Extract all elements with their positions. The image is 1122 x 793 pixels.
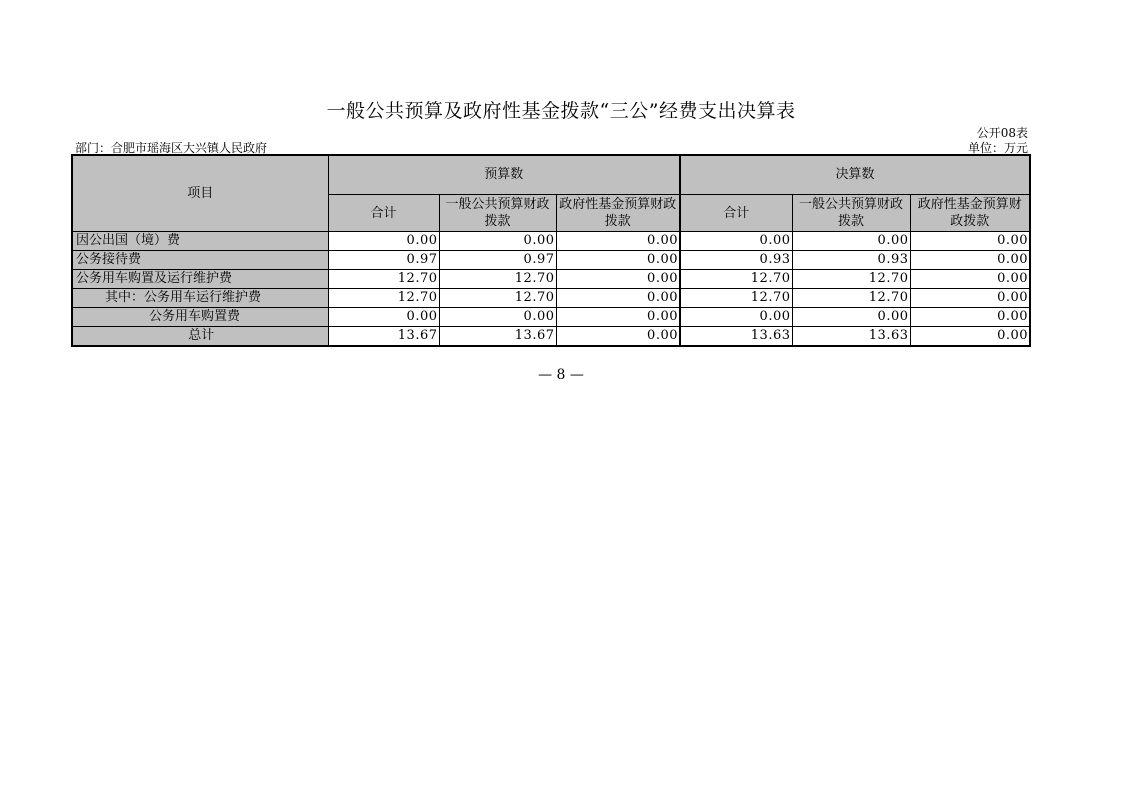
header-actual-general: 一般公共预算财政拨款 bbox=[792, 195, 910, 232]
cell-value: 0.00 bbox=[910, 289, 1030, 308]
cell-value: 0.00 bbox=[328, 232, 439, 251]
cell-value: 12.70 bbox=[680, 289, 792, 308]
table-row bbox=[72, 232, 1030, 251]
cell-value: 0.00 bbox=[910, 270, 1030, 289]
cell-value: 12.70 bbox=[680, 270, 792, 289]
row-label: 公务接待费 bbox=[72, 251, 328, 270]
cell-value: 13.63 bbox=[680, 327, 792, 347]
page-number: — 8 — bbox=[538, 367, 584, 383]
cell-value: 0.00 bbox=[556, 308, 680, 327]
header-actual-group: 决算数 bbox=[680, 155, 1030, 195]
cell-value: 0.93 bbox=[680, 251, 792, 270]
cell-value: 12.70 bbox=[328, 289, 439, 308]
cell-value: 13.67 bbox=[439, 327, 556, 347]
cell-value: 0.00 bbox=[556, 270, 680, 289]
header-actual-total: 合计 bbox=[680, 195, 792, 232]
cell-value: 0.00 bbox=[328, 308, 439, 327]
document-title: 一般公共预算及政府性基金拨款“三公”经费支出决算表 bbox=[326, 100, 796, 122]
header-actual-fund: 政府性基金预算财政拨款 bbox=[910, 195, 1030, 232]
cell-value: 0.00 bbox=[556, 327, 680, 347]
cell-value: 13.67 bbox=[328, 327, 439, 347]
cell-value: 0.00 bbox=[910, 327, 1030, 347]
cell-value: 0.00 bbox=[910, 232, 1030, 251]
expenditure-table bbox=[71, 154, 1031, 347]
row-label: 公务用车购置费 bbox=[72, 308, 328, 327]
header-budget-general: 一般公共预算财政拨款 bbox=[439, 195, 556, 232]
header-item: 项目 bbox=[72, 155, 328, 232]
cell-value: 0.97 bbox=[439, 251, 556, 270]
cell-value: 0.00 bbox=[439, 308, 556, 327]
cell-value: 0.00 bbox=[792, 308, 910, 327]
table-row bbox=[72, 289, 1030, 308]
department-label: 部门：合肥市瑶海区大兴镇人民政府 bbox=[75, 141, 268, 155]
table-row-total bbox=[72, 327, 1030, 347]
row-label: 公务用车购置及运行维护费 bbox=[72, 270, 328, 289]
row-label: 其中：公务用车运行维护费 bbox=[72, 289, 328, 308]
cell-value: 0.00 bbox=[910, 251, 1030, 270]
table-row bbox=[72, 270, 1030, 289]
header-budget-fund: 政府性基金预算财政拨款 bbox=[556, 195, 680, 232]
cell-value: 13.63 bbox=[792, 327, 910, 347]
unit-label: 单位：万元 bbox=[967, 141, 1028, 155]
cell-value: 0.93 bbox=[792, 251, 910, 270]
cell-value: 12.70 bbox=[439, 270, 556, 289]
cell-value: 0.00 bbox=[556, 251, 680, 270]
cell-value: 0.00 bbox=[439, 232, 556, 251]
cell-value: 12.70 bbox=[328, 270, 439, 289]
header-budget-group: 预算数 bbox=[328, 155, 680, 195]
cell-value: 0.00 bbox=[910, 308, 1030, 327]
header-budget-total: 合计 bbox=[328, 195, 439, 232]
cell-value: 12.70 bbox=[792, 289, 910, 308]
form-code: 公开08表 bbox=[976, 126, 1028, 140]
row-label: 总计 bbox=[72, 327, 328, 347]
cell-value: 0.97 bbox=[328, 251, 439, 270]
cell-value: 0.00 bbox=[680, 308, 792, 327]
cell-value: 0.00 bbox=[792, 232, 910, 251]
cell-value: 12.70 bbox=[439, 289, 556, 308]
cell-value: 0.00 bbox=[556, 232, 680, 251]
cell-value: 0.00 bbox=[680, 232, 792, 251]
row-label: 因公出国（境）费 bbox=[72, 232, 328, 251]
table-row bbox=[72, 308, 1030, 327]
table-row bbox=[72, 251, 1030, 270]
cell-value: 0.00 bbox=[556, 289, 680, 308]
cell-value: 12.70 bbox=[792, 270, 910, 289]
